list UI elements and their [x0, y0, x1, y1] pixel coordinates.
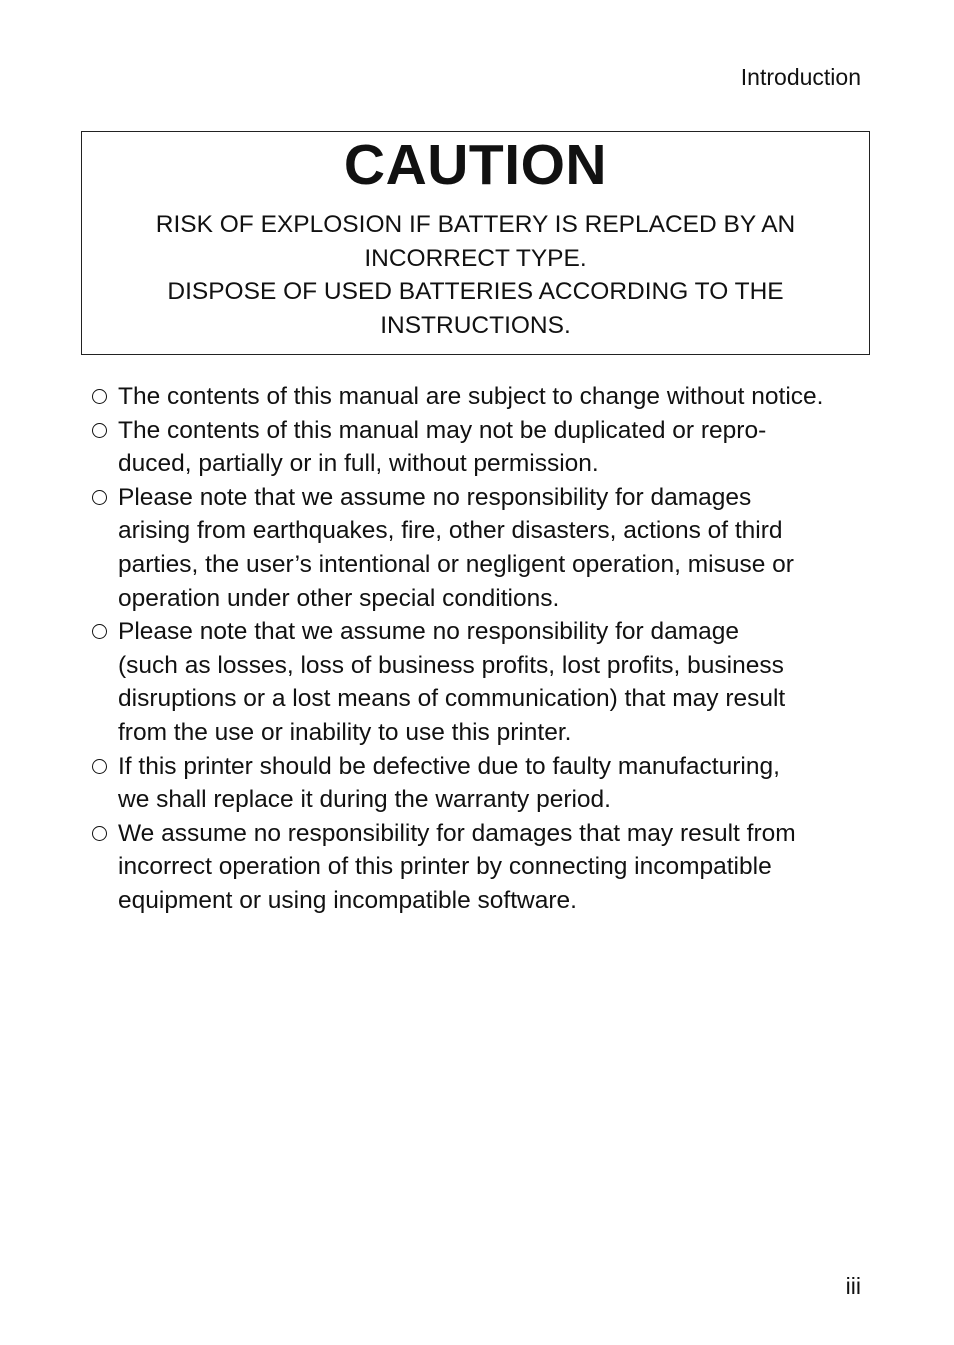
notice-line: The contents of this manual may not be duplicated or repro-	[118, 416, 767, 444]
circle-bullet-icon	[92, 423, 107, 438]
notice-line: operation under other special conditions.	[118, 584, 560, 612]
notice-line: Please note that we assume no responsibility for damages	[118, 483, 752, 511]
circle-bullet-icon	[92, 490, 107, 505]
caution-box	[81, 131, 870, 355]
circle-bullet-icon	[92, 389, 107, 404]
notice-line: disruptions or a lost means of communication) that may result	[118, 685, 786, 713]
caution-line: DISPOSE OF USED BATTERIES ACCORDING TO THE	[167, 278, 784, 305]
notice-line: arising from earthquakes, fire, other disasters, actions of third	[118, 517, 783, 545]
notice-item	[90, 414, 870, 481]
notice-line: Please note that we assume no responsibility for damage	[118, 618, 740, 646]
notice-item	[90, 380, 870, 414]
notice-line: The contents of this manual are subject to change without notice.	[118, 383, 824, 410]
notice-line: equipment or using incompatible software.	[118, 886, 577, 914]
notice-item	[90, 615, 870, 749]
caution-title: CAUTION	[343, 133, 608, 197]
circle-bullet-icon	[92, 624, 107, 639]
circle-bullet-icon	[92, 826, 107, 841]
notice-line: If this printer should be defective due to faulty manufacturing,	[118, 752, 780, 780]
caution-line: RISK OF EXPLOSION IF BATTERY IS REPLACED BY AN	[155, 211, 796, 238]
caution-text	[82, 208, 869, 342]
page-number: iii	[845, 1273, 861, 1299]
notice-list	[90, 380, 870, 918]
circle-bullet-icon	[92, 759, 107, 774]
caution-line: INSTRUCTIONS.	[380, 311, 571, 339]
notice-line: We assume no responsibility for damages that may result from	[118, 819, 796, 847]
notice-line: duced, partially or in full, without permission.	[118, 450, 599, 478]
notice-line: from the use or inability to use this printer.	[118, 718, 572, 746]
notice-line: (such as losses, loss of business profits, lost profits, business	[118, 651, 784, 679]
running-header: Introduction	[740, 64, 861, 90]
notice-item	[90, 750, 870, 817]
notice-line: incorrect operation of this printer by connecting incompatible	[118, 853, 772, 881]
notice-item	[90, 481, 870, 615]
notice-line: we shall replace it during the warranty period.	[118, 786, 611, 814]
notice-line: parties, the user’s intentional or negligent operation, misuse or	[118, 550, 794, 578]
caution-line: INCORRECT TYPE.	[364, 244, 587, 272]
notice-item	[90, 817, 870, 918]
